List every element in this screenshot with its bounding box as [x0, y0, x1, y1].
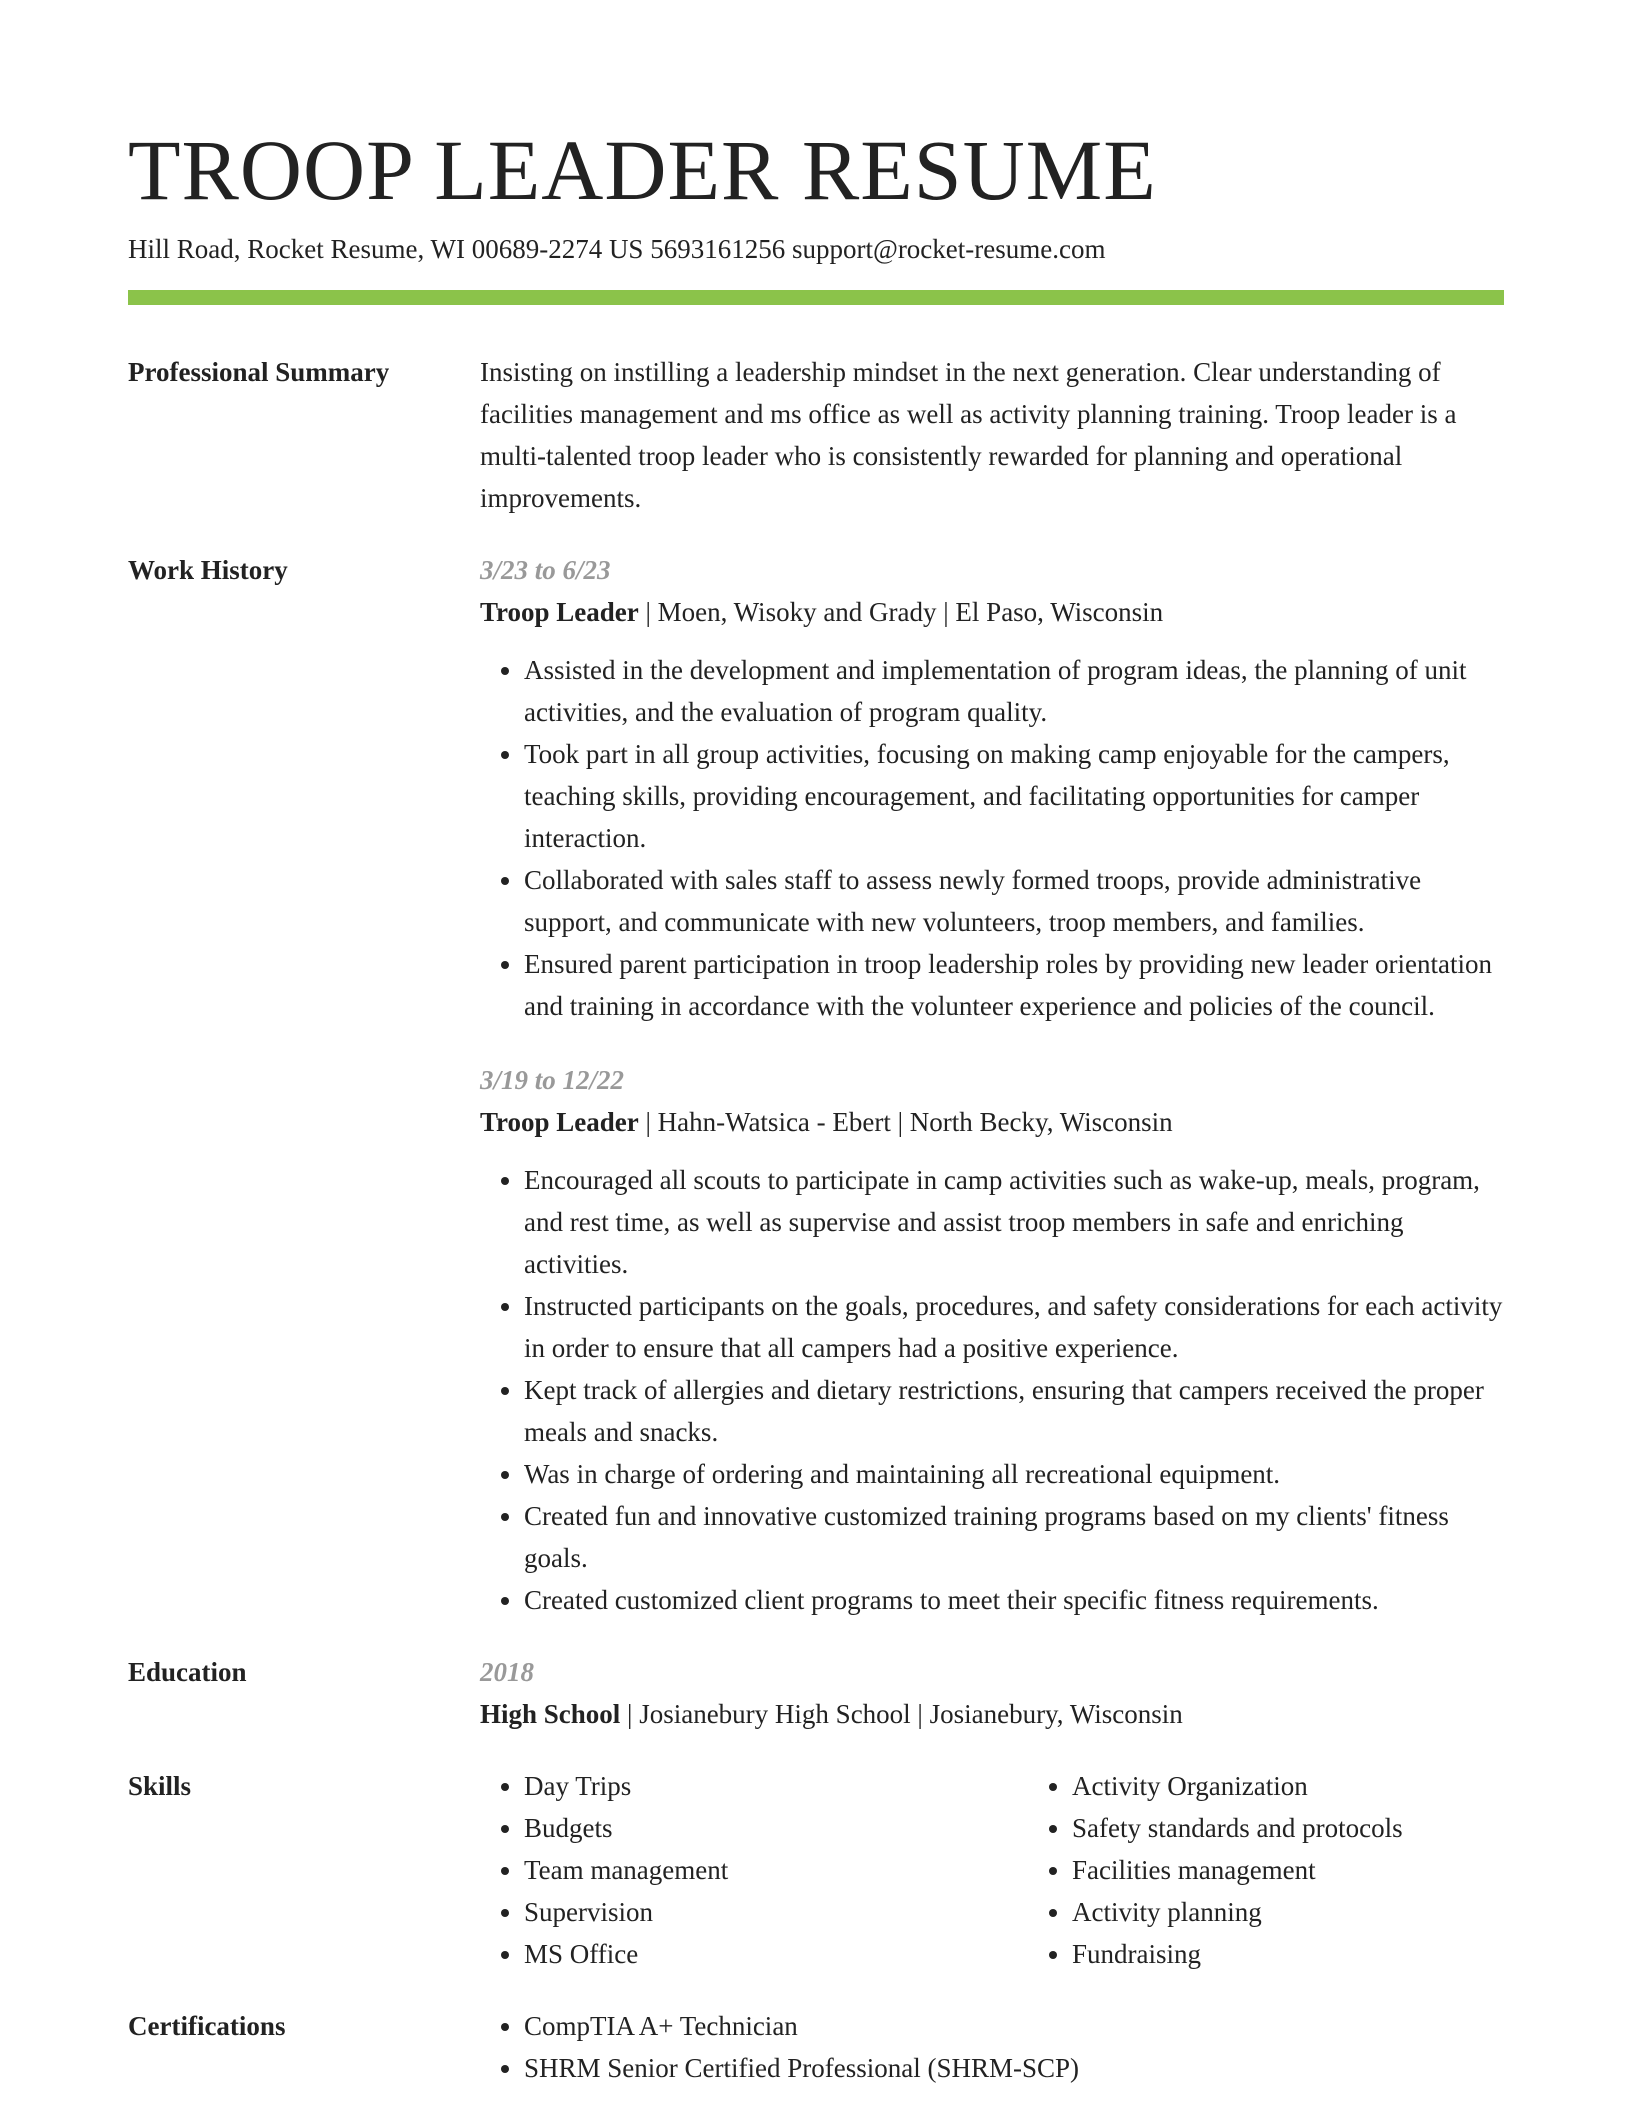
- skill-item: • Budgets: [524, 1807, 1028, 1849]
- certifications-label: Certifications: [128, 2011, 286, 2041]
- skill-item: • Facilities management: [1072, 1849, 1403, 1891]
- work-history-section: [128, 549, 1504, 1621]
- job-title-line: [480, 1101, 1504, 1143]
- job-entry: [480, 549, 1504, 1027]
- job-role: Troop Leader: [480, 1107, 639, 1137]
- education-dates: 2018: [480, 1657, 534, 1687]
- job-bullets: [480, 649, 1504, 1027]
- job-bullet: • Created fun and innovative customized training programs based on my clients' fitness goals.: [524, 1495, 1504, 1579]
- job-role: Troop Leader: [480, 597, 639, 627]
- education-details: | Josianebury High School | Josianebury, Wisconsin: [620, 1699, 1183, 1729]
- skills-grid: [480, 1765, 1504, 1975]
- job-details: | Hahn-Watsica - Ebert | North Becky, Wisconsin: [638, 1107, 1173, 1137]
- job-title-line: [480, 591, 1504, 633]
- education-degree: High School: [480, 1699, 621, 1729]
- header-divider: [128, 290, 1504, 305]
- job-bullet: • Kept track of allergies and dietary restrictions, ensuring that campers received the proper meals and snacks.: [524, 1369, 1504, 1453]
- education-line: [480, 1693, 1504, 1735]
- skill-item: • MS Office: [524, 1933, 1028, 1975]
- skills-section: [128, 1765, 1504, 1975]
- summary-label: Professional Summary: [128, 357, 390, 387]
- resume-title: TROOP LEADER RESUME: [128, 122, 1157, 218]
- skill-item: • Team management: [524, 1849, 1028, 1891]
- certification-item: • SHRM Senior Certified Professional (SHRM-SCP): [524, 2047, 1504, 2089]
- job-bullet: • Collaborated with sales staff to assess newly formed troops, provide administrative support, and communicate with new volunteers, troop members, and families.: [524, 859, 1504, 943]
- job-bullet: • Ensured parent participation in troop leadership roles by providing new leader orientation and training in accordance with the volunteer experience and policies of the council.: [524, 943, 1504, 1027]
- skills-column-left: [480, 1765, 1028, 1975]
- education-section: [128, 1651, 1504, 1735]
- skill-item: • Day Trips: [524, 1765, 1028, 1807]
- certification-item: • CompTIA A+ Technician: [524, 2005, 1504, 2047]
- job-bullets: [480, 1159, 1504, 1621]
- job-bullet: • Encouraged all scouts to participate in camp activities such as wake-up, meals, program, and rest time, as well as supervise and assist troop members in safe and enriching activities.: [524, 1159, 1504, 1285]
- certifications-list: [480, 2005, 1504, 2089]
- education-label: Education: [128, 1657, 247, 1687]
- skill-item: • Safety standards and protocols: [1072, 1807, 1403, 1849]
- job-bullet: • Took part in all group activities, focusing on making camp enjoyable for the campers, teaching skills, providing encouragement, and facilitating opportunities for camper interaction.: [524, 733, 1504, 859]
- job-bullet: • Assisted in the development and implementation of program ideas, the planning of unit activities, and the evaluation of program quality.: [524, 649, 1504, 733]
- summary-section: [128, 351, 1504, 519]
- job-bullet: • Created customized client programs to meet their specific fitness requirements.: [524, 1579, 1504, 1621]
- skill-item: • Activity Organization: [1072, 1765, 1403, 1807]
- skill-item: • Supervision: [524, 1891, 1028, 1933]
- job-dates: 3/23 to 6/23: [480, 555, 611, 585]
- work-history-label: Work History: [128, 555, 288, 585]
- job-details: | Moen, Wisoky and Grady | El Paso, Wisconsin: [638, 597, 1164, 627]
- job-dates: 3/19 to 12/22: [480, 1065, 625, 1095]
- job-entry: [480, 1059, 1504, 1621]
- skills-column-right: [1028, 1765, 1403, 1975]
- job-bullet: • Was in charge of ordering and maintaining all recreational equipment.: [524, 1453, 1504, 1495]
- skill-item: • Fundraising: [1072, 1933, 1403, 1975]
- skills-label: Skills: [128, 1771, 192, 1801]
- contact-line: Hill Road, Rocket Resume, WI 00689-2274 US 5693161256 support@rocket-resume.com: [128, 234, 1106, 264]
- job-bullet: • Instructed participants on the goals, procedures, and safety considerations for each activity in order to ensure that all campers had a positive experience.: [524, 1285, 1504, 1369]
- certifications-section: [128, 2005, 1504, 2089]
- skill-item: • Activity planning: [1072, 1891, 1403, 1933]
- summary-text: Insisting on instilling a leadership mindset in the next generation. Clear understanding of facilities management and ms office as well as activity planning training. Troop leader is a multi-talented troop leader who is consistently rewarded for planning and operational improvements.: [480, 357, 1457, 513]
